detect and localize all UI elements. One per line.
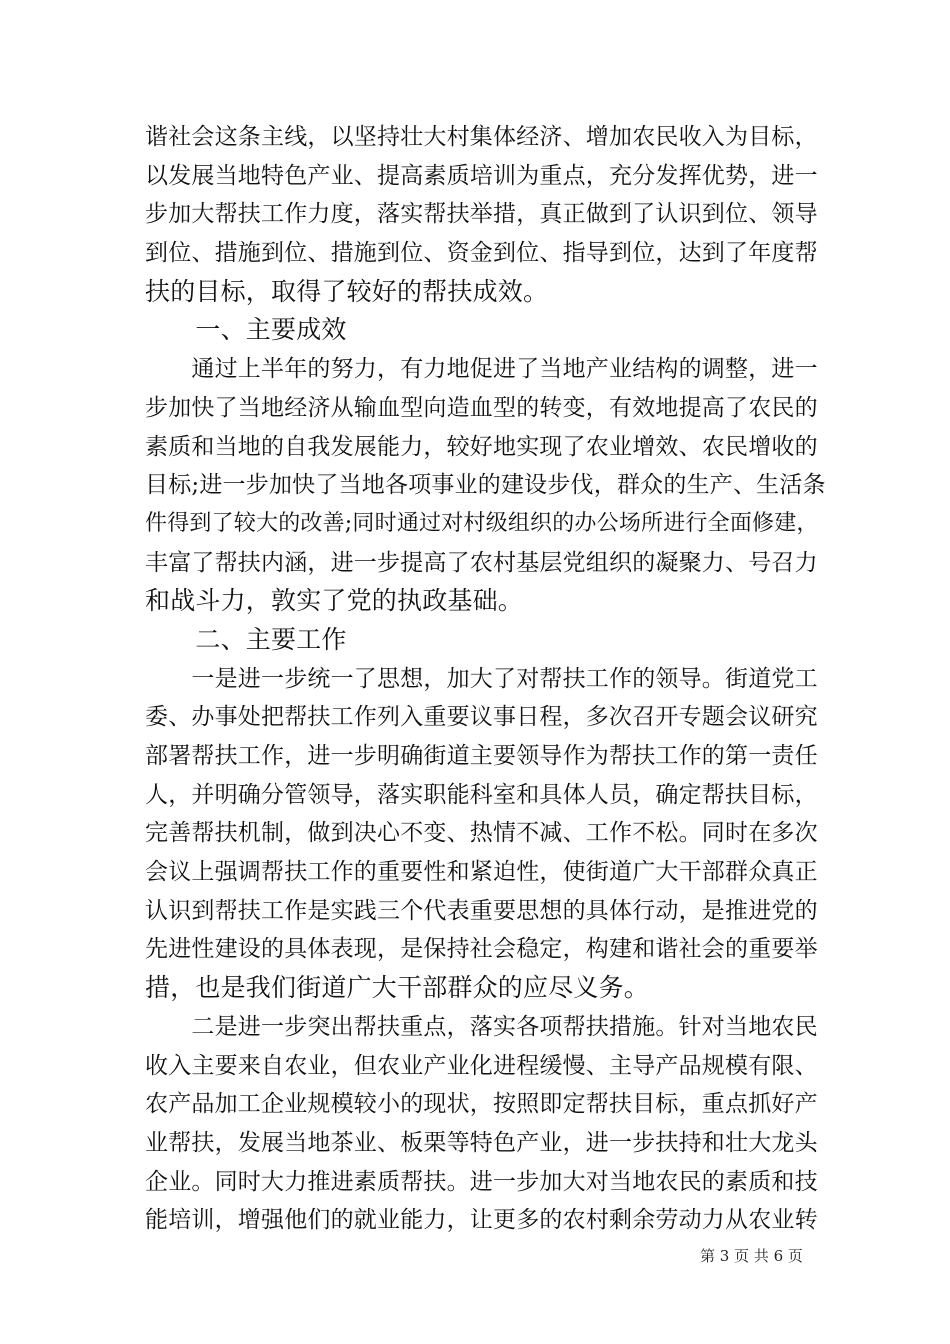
text-line: 件得到了较大的改善;同时通过对村级组织的办公场所进行全面修建， bbox=[145, 510, 819, 536]
text-line: 人，并明确分管领导，落实职能科室和具体人员，确定帮扶目标， bbox=[145, 781, 818, 808]
text-line: 农产品加工企业规模较小的现状，按照即定帮扶目标，重点抓好产 bbox=[145, 1091, 818, 1118]
page-number: 第 3 页 共 6 页 bbox=[700, 1247, 803, 1265]
text-line: 素质和当地的自我发展能力，较好地实现了农业增效、农民增收的 bbox=[145, 433, 818, 460]
text-line: 谐社会这条主线，以坚持壮大村集体经济、增加农民收入为目标， bbox=[145, 124, 818, 150]
text-line: 一是进一步统一了思想，加大了对帮扶工作的领导。街道党工 bbox=[145, 665, 818, 692]
text-line: 完善帮扶机制，做到决心不变、热情不减、工作不松。同时在多次 bbox=[145, 820, 818, 847]
section-heading-main-results: 一、主要成效 bbox=[145, 315, 347, 345]
text-line: 通过上半年的努力，有力地促进了当地产业结构的调整，进一 bbox=[145, 356, 818, 383]
text-line: 部署帮扶工作，进一步明确街道主要领导作为帮扶工作的第一责任 bbox=[145, 743, 818, 769]
text-line: 步加快了当地经济从输血型向造血型的转变，有效地提高了农民的 bbox=[145, 394, 818, 421]
text-line: 二是进一步突出帮扶重点，落实各项帮扶措施。针对当地农民 bbox=[145, 1013, 818, 1040]
text-line: 丰富了帮扶内涵，进一步提高了农村基层党组织的凝聚力、号召力 bbox=[145, 549, 818, 576]
document-body bbox=[145, 118, 830, 1240]
text-line: 和战斗力，敦实了党的执政基础。 bbox=[145, 586, 524, 616]
text-line: 目标;进一步加快了当地各项事业的建设步伐，群众的生产、生活条 bbox=[145, 472, 826, 499]
text-line: 到位、措施到位、措施到位、资金到位、指导到位，达到了年度帮 bbox=[145, 240, 818, 267]
section-heading-main-work: 二、主要工作 bbox=[145, 624, 347, 654]
text-line: 步加大帮扶工作力度，落实帮扶举措，真正做到了认识到位、领导 bbox=[145, 201, 818, 228]
text-line: 先进性建设的具体表现，是保持社会稳定，构建和谐社会的重要举 bbox=[145, 936, 818, 963]
text-line: 认识到帮扶工作是实践三个代表重要思想的具体行动，是推进党的 bbox=[145, 897, 818, 924]
text-line: 会议上强调帮扶工作的重要性和紧迫性，使街道广大干部群众真正 bbox=[145, 859, 818, 886]
text-line: 收入主要来自农业，但农业产业化进程缓慢、主导产品规模有限、 bbox=[145, 1052, 818, 1079]
text-line: 委、办事处把帮扶工作列入重要议事日程，多次召开专题会议研究 bbox=[145, 704, 818, 731]
text-line: 以发展当地特色产业、提高素质培训为重点，充分发挥优势，进一 bbox=[145, 162, 818, 189]
text-line: 业帮扶，发展当地茶业、板栗等特色产业，进一步扶持和壮大龙头 bbox=[145, 1129, 818, 1156]
text-line: 企业。同时大力推进素质帮扶。进一步加大对当地农民的素质和技 bbox=[145, 1168, 818, 1195]
text-line: 能培训，增强他们的就业能力，让更多的农村剩余劳动力从农业转 bbox=[145, 1207, 818, 1234]
text-line: 措，也是我们街道广大干部群众的应尽义务。 bbox=[145, 973, 650, 1003]
text-line: 扶的目标，取得了较好的帮扶成效。 bbox=[145, 276, 549, 306]
